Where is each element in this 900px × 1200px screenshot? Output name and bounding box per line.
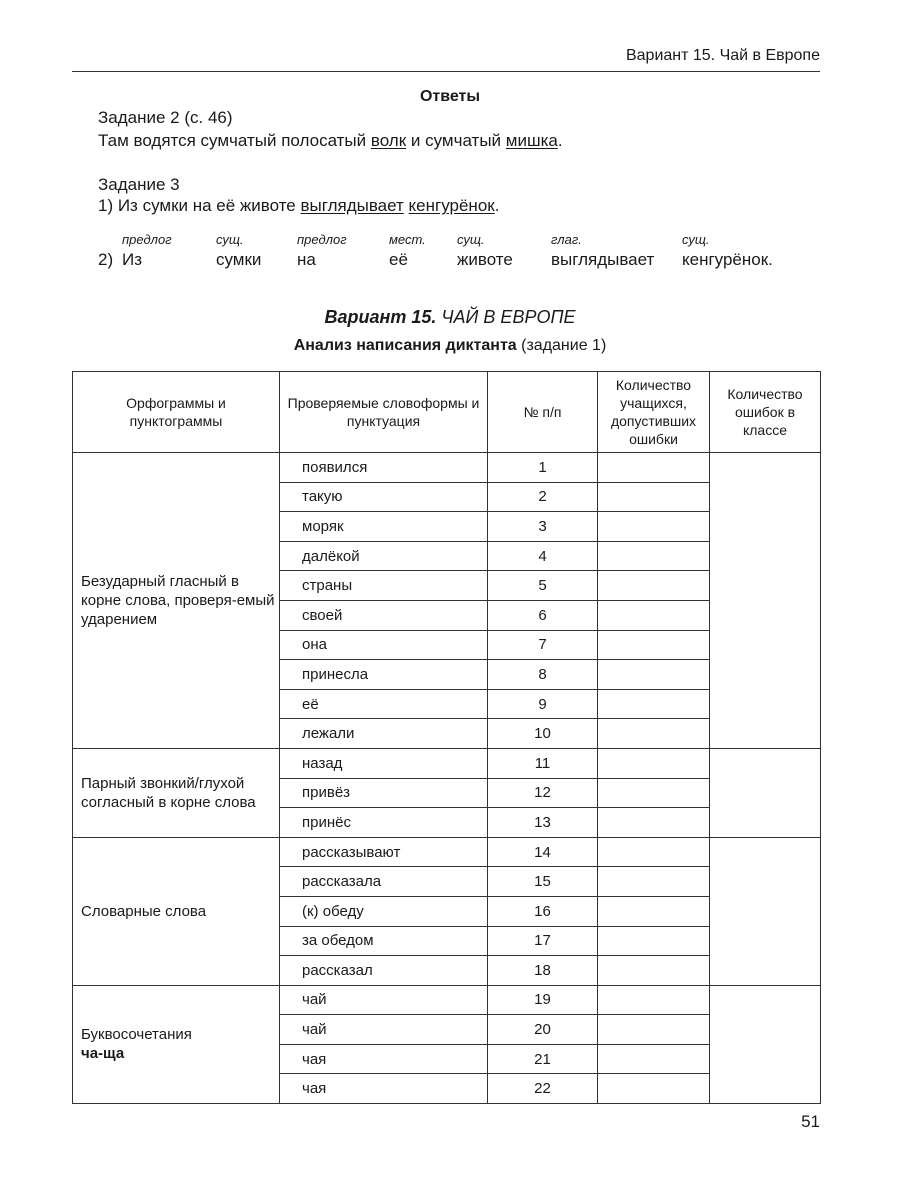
- category-cell: [73, 985, 280, 1103]
- row-number-cell: 1: [488, 453, 598, 483]
- students-count-cell[interactable]: [598, 630, 710, 660]
- row-number-cell: 16: [488, 896, 598, 926]
- pos-label: предлог: [122, 232, 172, 247]
- row-number-cell: 19: [488, 985, 598, 1015]
- pos-label: сущ.: [216, 232, 244, 247]
- parts-of-speech-row: [0, 232, 900, 250]
- pos-label: сущ.: [457, 232, 485, 247]
- word-form-cell: рассказывают: [280, 837, 488, 867]
- sentence-word: животе: [457, 250, 513, 269]
- word-form-cell: назад: [280, 748, 488, 778]
- students-count-cell[interactable]: [598, 1044, 710, 1074]
- students-count-cell[interactable]: [598, 778, 710, 808]
- students-count-cell[interactable]: [598, 926, 710, 956]
- underlined-subject: кенгурёнок: [408, 196, 495, 215]
- task2-sentence-part1: Там водятся сумчатый полосатый: [98, 131, 371, 150]
- header-errors-count: Количество ошибок в классе: [710, 372, 821, 453]
- task2-sentence-part3: .: [557, 131, 563, 150]
- word-form-cell: рассказала: [280, 867, 488, 897]
- task2-sentence: [98, 131, 563, 151]
- word-form-cell: за обедом: [280, 926, 488, 956]
- table-row: [73, 453, 821, 483]
- errors-count-cell[interactable]: [710, 837, 821, 985]
- table-row: [73, 985, 821, 1015]
- row-number-cell: 13: [488, 808, 598, 838]
- category-cell: [73, 748, 280, 837]
- category-label: Парный звонкий/глухой согласный в корне слова: [81, 774, 256, 811]
- word-form-cell: чай: [280, 985, 488, 1015]
- sentence-word: на: [297, 250, 316, 269]
- row-number-cell: 7: [488, 630, 598, 660]
- students-count-cell[interactable]: [598, 808, 710, 838]
- students-count-cell[interactable]: [598, 956, 710, 986]
- category-cell: [73, 837, 280, 985]
- row-number-cell: 22: [488, 1074, 598, 1104]
- row-number-cell: 10: [488, 719, 598, 749]
- task2-sentence-part2: и сумчатый: [406, 131, 506, 150]
- sentence-word: её: [389, 250, 408, 269]
- task3-heading: Задание 3: [98, 175, 180, 194]
- students-count-cell[interactable]: [598, 689, 710, 719]
- row-number-cell: 15: [488, 867, 598, 897]
- underlined-word-volk: волк: [370, 131, 407, 150]
- variant-label: Вариант 15.: [324, 307, 437, 327]
- students-count-cell[interactable]: [598, 719, 710, 749]
- dictation-analysis-table: [72, 371, 821, 1104]
- category-label: Безударный гласный в корне слова, проверя-емый ударением: [81, 572, 275, 628]
- word-form-cell: она: [280, 630, 488, 660]
- task2-heading: Задание 2 (с. 46): [98, 108, 233, 127]
- word-form-cell: чай: [280, 1015, 488, 1045]
- students-count-cell[interactable]: [598, 660, 710, 690]
- header-word-forms: Проверяемые словоформы и пунктуация: [280, 372, 488, 453]
- pos-label: мест.: [389, 232, 426, 247]
- sentence-word: Из: [122, 250, 143, 269]
- word-form-cell: рассказал: [280, 956, 488, 986]
- table-body: [73, 453, 821, 1104]
- students-count-cell[interactable]: [598, 985, 710, 1015]
- word-form-cell: такую: [280, 482, 488, 512]
- students-count-cell[interactable]: [598, 571, 710, 601]
- task3-line1-prefix: 1) Из сумки на её животе: [98, 196, 301, 215]
- analysis-title-bold: Анализ написания диктанта: [293, 337, 517, 354]
- word-form-cell: лежали: [280, 719, 488, 749]
- underlined-predicate: выглядывает: [300, 196, 404, 215]
- word-form-cell: принёс: [280, 808, 488, 838]
- task3-line1: [98, 196, 499, 216]
- students-count-cell[interactable]: [598, 896, 710, 926]
- underlined-word-mishka: мишка: [505, 131, 558, 150]
- category-label: Буквосочетания: [81, 1026, 192, 1044]
- students-count-cell[interactable]: [598, 1074, 710, 1104]
- category-label-bold: ча-ща: [81, 1045, 125, 1063]
- students-count-cell[interactable]: [598, 837, 710, 867]
- word-form-cell: привёз: [280, 778, 488, 808]
- errors-count-cell[interactable]: [710, 985, 821, 1103]
- students-count-cell[interactable]: [598, 482, 710, 512]
- row-number-cell: 9: [488, 689, 598, 719]
- word-form-cell: моряк: [280, 512, 488, 542]
- table-header-row: [73, 372, 821, 453]
- students-count-cell[interactable]: [598, 600, 710, 630]
- errors-count-cell[interactable]: [710, 748, 821, 837]
- table-row: [73, 837, 821, 867]
- word-form-cell: страны: [280, 571, 488, 601]
- sentence-words-row: [0, 250, 900, 274]
- word-form-cell: далёкой: [280, 541, 488, 571]
- pos-label: предлог: [297, 232, 347, 247]
- variant-name: ЧАЙ В ЕВРОПЕ: [441, 307, 576, 327]
- task3-line1-end: .: [494, 196, 500, 215]
- variant-title: [0, 307, 900, 328]
- row-number-cell: 14: [488, 837, 598, 867]
- students-count-cell[interactable]: [598, 453, 710, 483]
- pos-label: глаг.: [551, 232, 582, 247]
- row-number-cell: 2: [488, 482, 598, 512]
- header-number: № п/п: [488, 372, 598, 453]
- word-form-cell: чая: [280, 1074, 488, 1104]
- row-number-cell: 11: [488, 748, 598, 778]
- row-number-cell: 3: [488, 512, 598, 542]
- students-count-cell[interactable]: [598, 1015, 710, 1045]
- sentence-word: сумки: [216, 250, 262, 269]
- category-cell: [73, 453, 280, 749]
- row-number-cell: 17: [488, 926, 598, 956]
- row-number-cell: 4: [488, 541, 598, 571]
- word-form-cell: появился: [280, 453, 488, 483]
- word-form-cell: принесла: [280, 660, 488, 690]
- header-rule: [72, 71, 820, 72]
- pos-label: сущ.: [682, 232, 710, 247]
- header-students-count: Количество учащихся, допустивших ошибки: [598, 372, 710, 453]
- students-count-cell[interactable]: [598, 541, 710, 571]
- row-number-cell: 8: [488, 660, 598, 690]
- students-count-cell[interactable]: [598, 512, 710, 542]
- category-label: Словарные слова: [81, 902, 207, 920]
- answers-title: Ответы: [419, 88, 481, 105]
- word-form-cell: чая: [280, 1044, 488, 1074]
- students-count-cell[interactable]: [598, 748, 710, 778]
- row-number-cell: 6: [488, 600, 598, 630]
- analysis-title: [0, 337, 900, 355]
- row-number-cell: 20: [488, 1015, 598, 1045]
- row-number-cell: 5: [488, 571, 598, 601]
- word-form-cell: своей: [280, 600, 488, 630]
- header-spelling-rules: Орфограммы и пунктограммы: [73, 372, 280, 453]
- running-head: Вариант 15. Чай в Европе: [625, 47, 820, 64]
- errors-count-cell[interactable]: [710, 453, 821, 749]
- students-count-cell[interactable]: [598, 867, 710, 897]
- analysis-title-rest: (задание 1): [516, 337, 607, 354]
- sentence-word: кенгурёнок.: [682, 250, 773, 269]
- line2-number: 2): [98, 250, 114, 269]
- row-number-cell: 21: [488, 1044, 598, 1074]
- row-number-cell: 18: [488, 956, 598, 986]
- word-form-cell: её: [280, 689, 488, 719]
- page-number: 51: [801, 1112, 820, 1131]
- sentence-word: выглядывает: [551, 250, 655, 269]
- row-number-cell: 12: [488, 778, 598, 808]
- word-form-cell: (к) обеду: [280, 896, 488, 926]
- table-row: [73, 748, 821, 778]
